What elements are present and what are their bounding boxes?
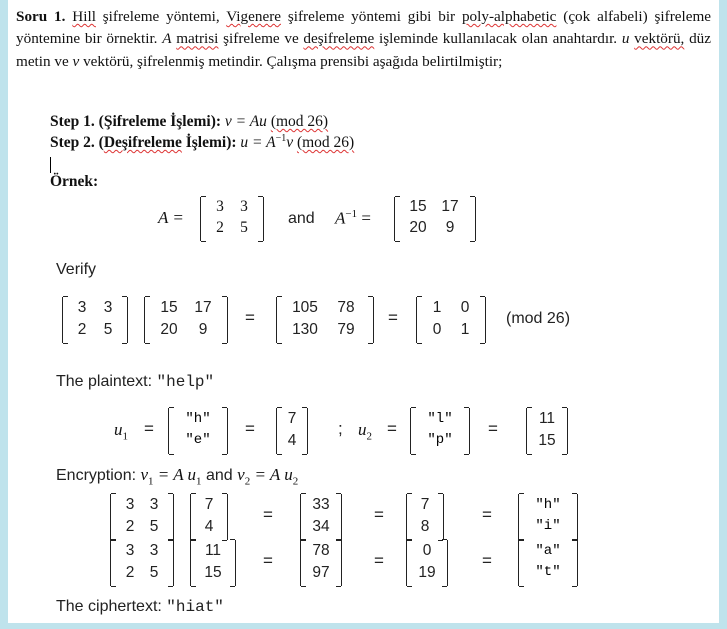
enc2-u-vector: 11 15 — [190, 540, 236, 586]
verify-mod: (mod 26) — [506, 310, 571, 327]
matrix-a: 3 3 2 5 — [200, 197, 264, 241]
matrix-a-inverse-label: $A^{-1}$ = — [335, 208, 371, 228]
ciphertext-line: The ciphertext: "hiat" — [56, 598, 224, 616]
equals-sign: = — [388, 308, 398, 327]
intro-paragraph: Soru 1. Hill şifreleme yöntemi, Vigenere şifreleme yöntemi gibi bir poly-alphabetic (çok alfabeli) şifreleme yöntemine bir örnektir. A matrisi şifreleme ve deşifreleme işleminde kullanılacak olan anahtardır. u vektörü, düz metin ve v vektörü, şifrelenmiş metindir. Çalışma prensibi aşağıda belirtilmiştir; — [16, 8, 712, 70]
matrix-a-inverse: 15 17 20 9 — [394, 197, 476, 241]
enc1-letters: "h" "i" — [518, 494, 578, 540]
text-cursor — [50, 157, 51, 173]
matrix-a-label: A = — [158, 208, 184, 227]
step-1: Step 1. (Şifreleme İşlemi): v = Au (mod 26) — [50, 113, 329, 130]
step-2: Step 2. (Deşifreleme İşlemi): $u = A^{-1}v$ (mod 26) — [50, 133, 355, 152]
separator: ; — [338, 419, 343, 438]
verify-matrix-a-inverse: 15 17 20 9 — [144, 297, 228, 343]
example-heading: Örnek: — [50, 173, 99, 190]
plaintext-line: The plaintext: "help" — [56, 373, 215, 391]
spell-flag-poly: poly-alphabetic — [461, 8, 557, 25]
u2-vector: 11 15 — [526, 408, 568, 454]
verify-product: 105 78 130 79 — [276, 297, 374, 343]
encryption-line: Encryption: $v_1 = A$ $u_1$ and $v_2 = A$ $u_2$ — [56, 465, 299, 488]
u1-label: $u_1$ — [114, 420, 128, 443]
u1-chars-vector: "h" "e" — [168, 408, 228, 454]
equals-sign: = — [245, 308, 255, 327]
document-page: Soru 1. Hill şifreleme yöntemi, Vigenere şifreleme yöntemi gibi bir poly-alphabetic (çok alfabeli) şifreleme yöntemine bir örnektir. A matrisi şifreleme ve deşifreleme işleminde kullanılacak olan anahtardır. u vektörü, düz metin ve v vektörü, şifrelenmiş metindir. Çalışma prensibi aşağıda belirtilmiştir; Step 1. (Şifreleme İşlemi): v = Au (mod 26) Step 2. (Deşifreleme İşlemi): $u = A^{-1}v$ (mod 26) Örnek: A = 3 3 2 5 and $A^{-1}$ = 15 17 20 9 Verify 3 3 2 5 15 17 20 9 = 105 78 130 79 = 1 0 0 1 (mod 26) The plaintext: "help" $u_1$ = "h" "e" = 7 4 ; $u_2$ = "l" "p" = 11 15 Encryption: $v_1 = A$ $u_1$ and $v_2 = A$ $u_2$ 3 3 2 5 7 4 = 33 34 = 7 8 = "h" "i" 3 3 2 5 11 15 = 78 97 = 0 19 = "a" "t" The ciphertext: "hiat" — [8, 0, 719, 623]
enc1-matrix-a: 3 3 2 5 — [110, 494, 174, 540]
enc2-matrix-a: 3 3 2 5 — [110, 540, 174, 586]
enc1-u-vector: 7 4 — [190, 494, 228, 540]
enc2-product: 78 97 — [300, 540, 342, 586]
u1-vector: 7 4 — [276, 408, 308, 454]
u2-label: $u_2$ — [358, 420, 372, 443]
enc1-product: 33 34 — [300, 494, 342, 540]
identity-matrix: 1 0 0 1 — [416, 297, 486, 343]
enc2-mod-result: 0 19 — [406, 540, 448, 586]
question-number: Soru 1. — [16, 8, 66, 25]
verify-matrix-a: 3 3 2 5 — [62, 297, 128, 343]
spell-flag-hill: Hill — [72, 8, 96, 25]
and-label: and — [288, 210, 315, 227]
spell-flag-vigenere: Vigenere — [226, 8, 281, 25]
verify-heading: Verify — [56, 261, 97, 278]
u2-chars-vector: "l" "p" — [410, 408, 470, 454]
enc2-letters: "a" "t" — [518, 540, 578, 586]
enc1-mod-result: 7 8 — [406, 494, 444, 540]
